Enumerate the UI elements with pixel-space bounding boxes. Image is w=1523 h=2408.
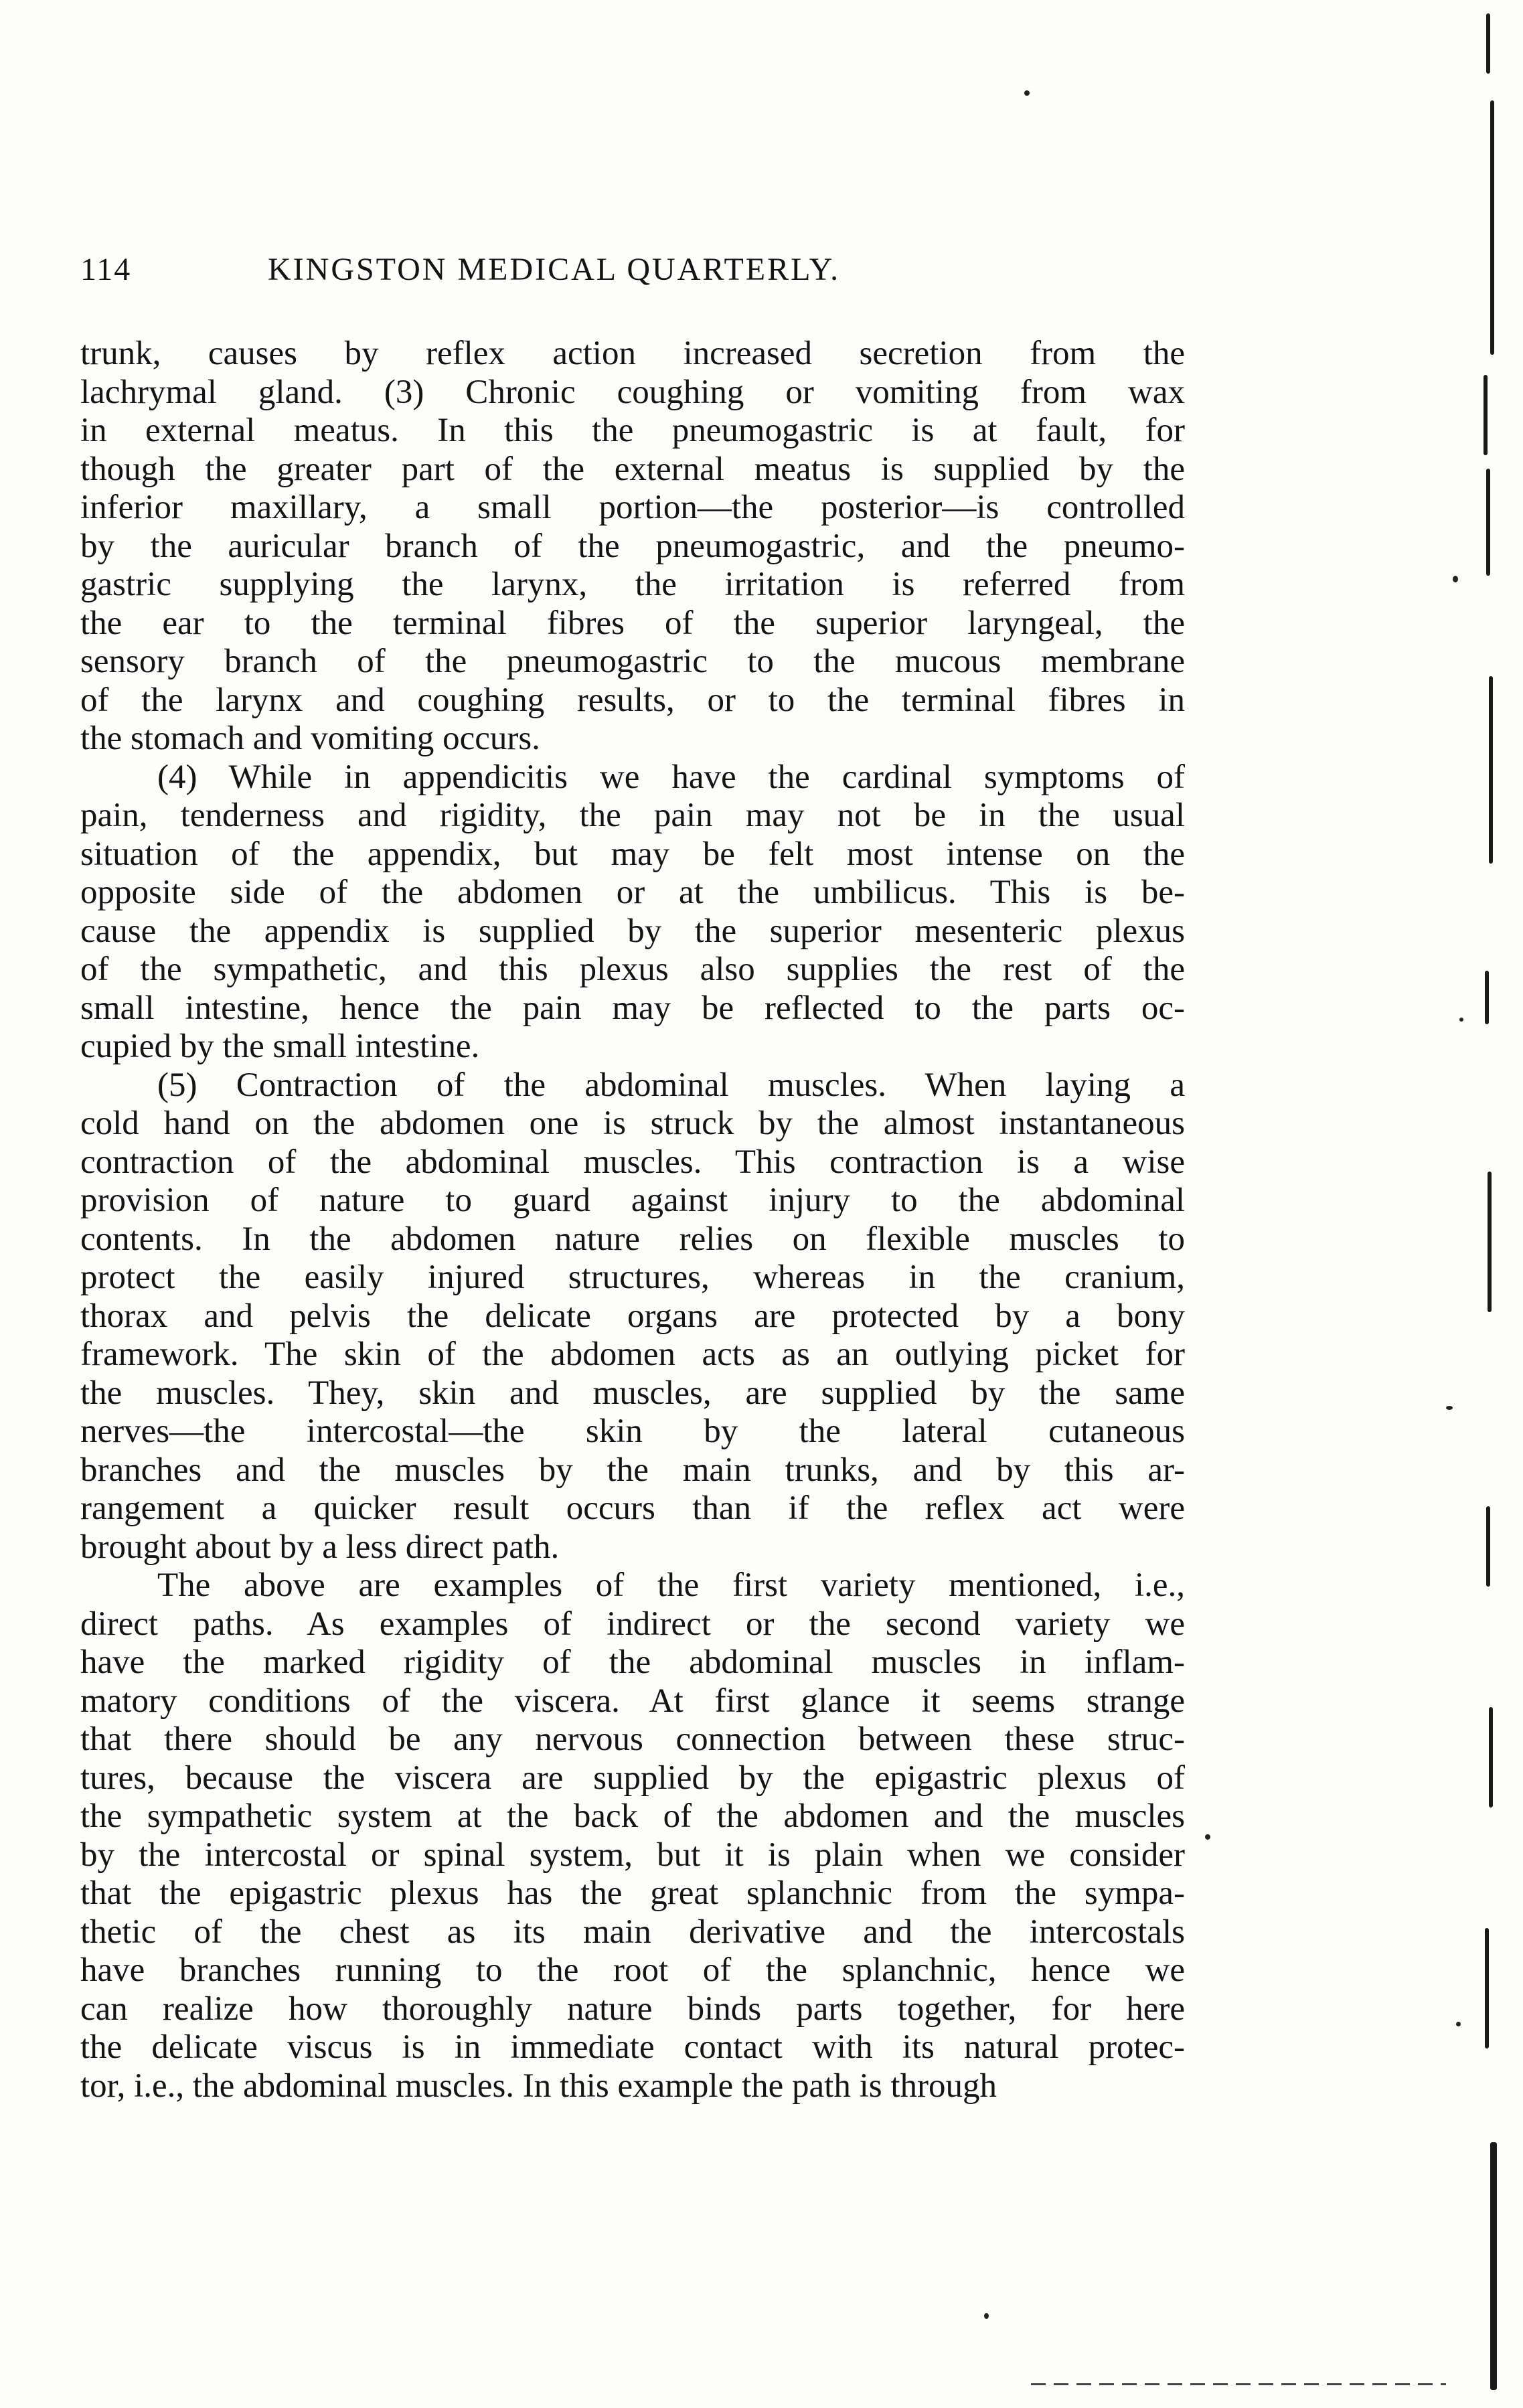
text-line: cupied by the small intestine. [80,1028,480,1065]
text-line: rangement a quicker result occurs than if the reflex act were [80,1490,1185,1527]
page-header [80,251,1205,298]
scan-speck [1024,90,1030,96]
text-line: the muscles. They, skin and muscles, are supplied by the same [80,1374,1185,1412]
text-line: provision of nature to guard against injury to the abdominal [80,1182,1185,1219]
text-line: sensory branch of the pneumogastric to the mucous membrane [80,643,1185,680]
text-line: that there should be any nervous connection between these struc- [80,1720,1185,1758]
text-line: thorax and pelvis the delicate organs are protected by a bony [80,1297,1185,1335]
scan-speck [1205,1834,1210,1840]
text-line: the delicate viscus is in immediate contact with its natural protec- [80,2028,1185,2066]
scan-bottom-rule [1031,2383,1446,2385]
text-line: matory conditions of the viscera. At first glance it seems strange [80,1682,1185,1720]
text-line: direct paths. As examples of indirect or the second variety we [80,1605,1185,1643]
text-line: of the larynx and coughing results, or to the terminal fibres in [80,681,1185,719]
text-line: cold hand on the abdomen one is struck by the almost instantaneous [80,1105,1185,1142]
text-line: of the sympathetic, and this plexus also supplies the rest of the [80,951,1185,988]
text-line: tures, because the viscera are supplied by the epigastric plexus of [80,1759,1185,1797]
text-line: trunk, causes by reflex action increased secretion from the [80,335,1185,372]
text-line: pain, tenderness and rigidity, the pain may not be in the usual [80,797,1185,834]
text-line: The above are examples of the first variety mentioned, i.e., [157,1567,1185,1604]
text-line: protect the easily injured structures, whereas in the cranium, [80,1259,1185,1296]
text-line: opposite side of the abdomen or at the umbilicus. This is be- [80,874,1185,911]
text-line: cause the appendix is supplied by the superior mesenteric plexus [80,912,1185,950]
text-line: though the greater part of the external meatus is supplied by the [80,450,1185,488]
text-line: situation of the appendix, but may be felt most intense on the [80,835,1185,873]
running-title: KINGSTON MEDICAL QUARTERLY. [268,252,841,287]
text-line: by the intercostal or spinal system, but it is plain when we consider [80,1836,1185,1874]
page-number: 114 [80,252,132,287]
text-line: (5) Contraction of the abdominal muscles. When laying a [157,1066,1185,1104]
text-line: the stomach and vomiting occurs. [80,720,540,757]
text-line: have branches running to the root of the splanchnic, hence we [80,1951,1185,1989]
text-line: brought about by a less direct path. [80,1528,560,1566]
text-line: thetic of the chest as its main derivative and the intercostals [80,1913,1185,1951]
text-line: small intestine, hence the pain may be reflected to the parts oc- [80,989,1185,1027]
text-line: the sympathetic system at the back of the abdomen and the muscles [80,1797,1185,1835]
text-line: can realize how thoroughly nature binds parts together, for here [80,1990,1185,2028]
text-line: by the auricular branch of the pneumogastric, and the pneumo- [80,527,1185,565]
scan-margin-artifacts [1426,0,1523,2408]
scan-speck [984,2313,989,2319]
text-line: contraction of the abdominal muscles. This contraction is a wise [80,1143,1185,1181]
text-line: in external meatus. In this the pneumogastric is at fault, for [80,412,1185,449]
text-line: lachrymal gland. (3) Chronic coughing or vomiting from wax [80,373,1185,411]
body-text [80,335,1185,2105]
text-line: nerves—the intercostal—the skin by the lateral cutaneous [80,1413,1185,1450]
text-line: (4) While in appendicitis we have the cardinal symptoms of [157,758,1185,796]
text-line: have the marked rigidity of the abdominal muscles in inflam- [80,1643,1185,1681]
text-line: inferior maxillary, a small portion—the posterior—is controlled [80,489,1185,526]
text-line: the ear to the terminal fibres of the superior laryngeal, the [80,604,1185,642]
text-line: that the epigastric plexus has the great splanchnic from the sympa- [80,1874,1185,1912]
text-line: branches and the muscles by the main trunks, and by this ar- [80,1451,1185,1489]
text-line: gastric supplying the larynx, the irritation is referred from [80,566,1185,603]
text-line: contents. In the abdomen nature relies on flexible muscles to [80,1220,1185,1258]
text-line: framework. The skin of the abdomen acts as an outlying picket for [80,1336,1185,1373]
text-line: tor, i.e., the abdominal muscles. In this example the path is through [80,2067,997,2105]
